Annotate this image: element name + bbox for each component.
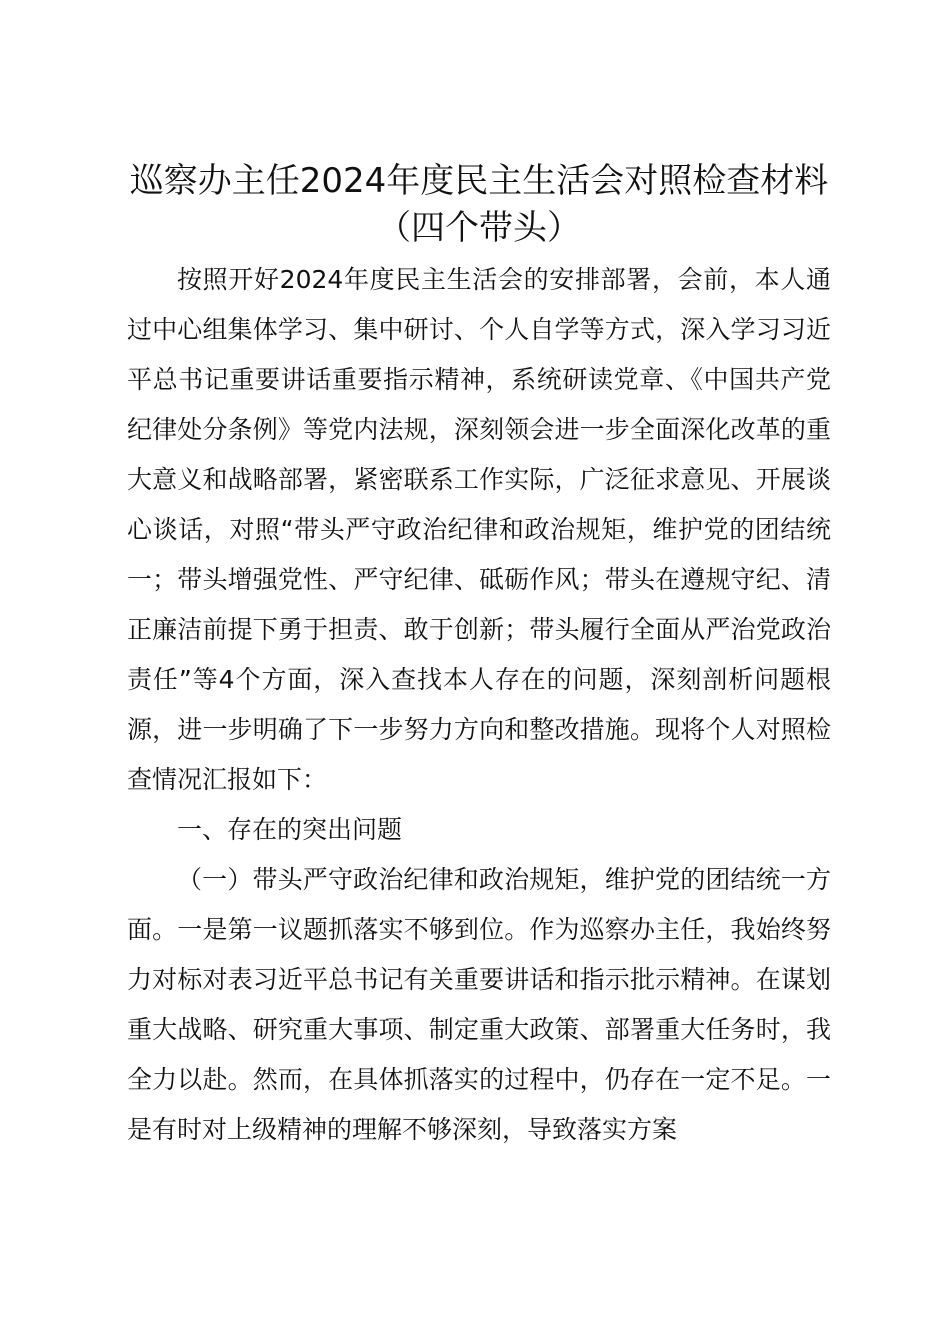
intro-paragraph: 按照开好2024年度民主生活会的安排部署，会前，本人通过中心组集体学习、集中研讨、个人自学等方式，深入学习习近平总书记重要讲话重要指示精神，系统研读党章、《中国共产党纪律处分条例》等党内法规，深刻领会进一步全面深化改革的重大意义和战略部署，紧密联系工作实际，广泛征求意见、开展谈心谈话，对照“带头严守政治纪律和政治规矩，维护党的团结统一；带头增强党性、严守纪律、砥砺作风；带头在遵规守纪、清正廉洁前提下勇于担责、敢于创新；带头履行全面从严治党政治责任”等4个方面，深入查找本人存在的问题，深刻剖析问题根源，进一步明确了下一步努力方向和整改措施。现将个人对照检查情况汇报如下： xyxy=(127,265,831,794)
section-heading: 一、存在的突出问题 xyxy=(177,815,403,844)
document-title: 巡察办主任2024年度民主生活会对照检查材料（四个带头） xyxy=(129,161,829,248)
body-paragraph: （一）带头严守政治纪律和政治规矩，维护党的团结统一方面。一是第一议题抓落实不够到位。作为巡察办主任，我始终努力对标对表习近平总书记有关重要讲话和指示批示精神。在谋划重大战略、研究重大事项、制定重大政策、部署重大任务时，我全力以赴。然而，在具体抓落实的过程中，仍存在一定不足。一是有时对上级精神的理解不够深刻，导致落实方案 xyxy=(127,865,831,1144)
document-body xyxy=(127,158,831,1155)
